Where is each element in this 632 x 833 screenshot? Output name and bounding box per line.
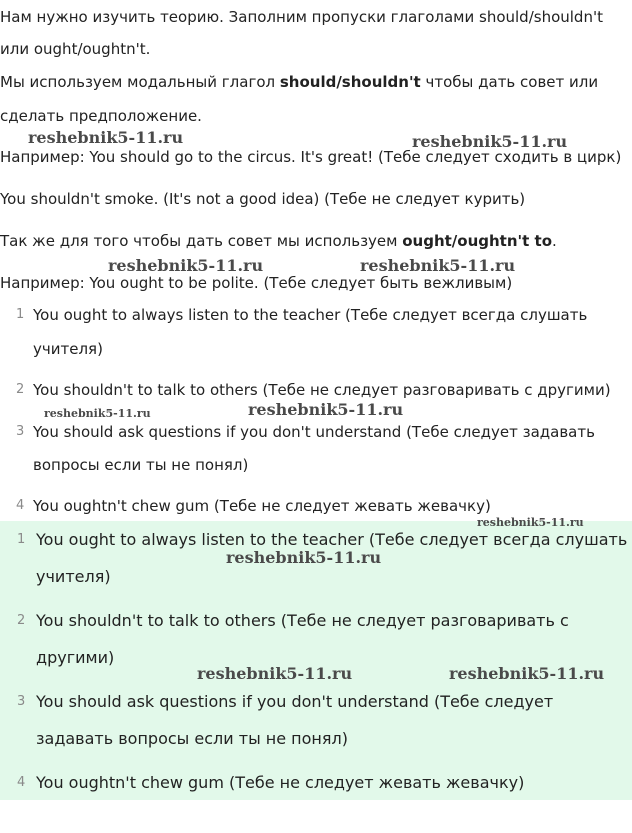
watermark: reshebnik5-11.ru [449,664,605,683]
answer-item-number: 2 [17,613,26,628]
intro-line-3-bold: should/shouldn't [279,73,421,91]
answer-item-text: учителя) [36,567,111,586]
watermark: reshebnik5-11.ru [108,256,264,275]
watermark: reshebnik5-11.ru [28,128,184,147]
list-item-text: вопросы если ты не понял) [33,456,249,474]
watermark: reshebnik5-11.ru [44,407,151,420]
intro-line-1: Нам нужно изучить теорию. Заполним пропуски глаголами should/shouldn't [0,8,603,26]
list-item-text: You oughtn't chew gum (Тебе не следует жевать жевачку) [33,497,491,515]
watermark: reshebnik5-11.ru [477,516,584,529]
list-item-number: 1 [16,307,25,322]
watermark: reshebnik5-11.ru [197,664,353,683]
intro-line-3-post: чтобы дать совет или [420,73,599,91]
intro-line-5-bold: ought/oughtn't to [402,232,552,250]
list-item-number: 4 [16,498,25,513]
answer-item-text: You ought to always listen to the teacher (Тебе следует всегда слушать [36,530,628,549]
example-2: You shouldn't smoke. (It's not a good idea) (Тебе не следует курить) [0,190,526,208]
watermark: reshebnik5-11.ru [226,548,382,567]
intro-line-5-pre: Так же для того чтобы дать совет мы используем [0,232,403,250]
watermark: reshebnik5-11.ru [248,400,404,419]
answer-item-number: 3 [17,694,26,709]
list-item-text: You should ask questions if you don't understand (Тебе следует задавать [33,423,595,441]
intro-line-3-pre: Мы используем модальный глагол [0,73,280,91]
list-item-number: 3 [16,424,25,439]
answer-item-text: You oughtn't chew gum (Тебе не следует жевать жевачку) [36,773,525,792]
answer-item-number: 1 [17,532,26,547]
intro-line-4: сделать предположение. [0,107,202,125]
example-1: Например: You should go to the circus. It's great! (Тебе следует сходить в цирк) [0,148,622,166]
intro-line-5-post: . [552,232,557,250]
list-item-text: учителя) [33,340,103,358]
answer-item-number: 4 [17,775,26,790]
intro-line-2: или ought/oughtn't. [0,40,151,58]
answer-item-text: You should ask questions if you don't understand (Тебе следует [36,692,554,711]
watermark: reshebnik5-11.ru [360,256,516,275]
watermark: reshebnik5-11.ru [412,132,568,151]
answer-item-text: задавать вопросы если ты не понял) [36,729,348,748]
intro-line-5 [0,231,557,251]
list-item-text: You shouldn't to talk to others (Тебе не следует разговаривать с другими) [33,381,611,399]
answer-item-text: другими) [36,648,115,667]
intro-line-3 [0,72,598,92]
list-item-text: You ought to always listen to the teacher (Тебе следует всегда слушать [33,306,588,324]
answer-item-text: You shouldn't to talk to others (Тебе не следует разговаривать с [36,611,569,630]
list-item-number: 2 [16,382,25,397]
example-3: Например: You ought to be polite. (Тебе следует быть вежливым) [0,274,513,292]
